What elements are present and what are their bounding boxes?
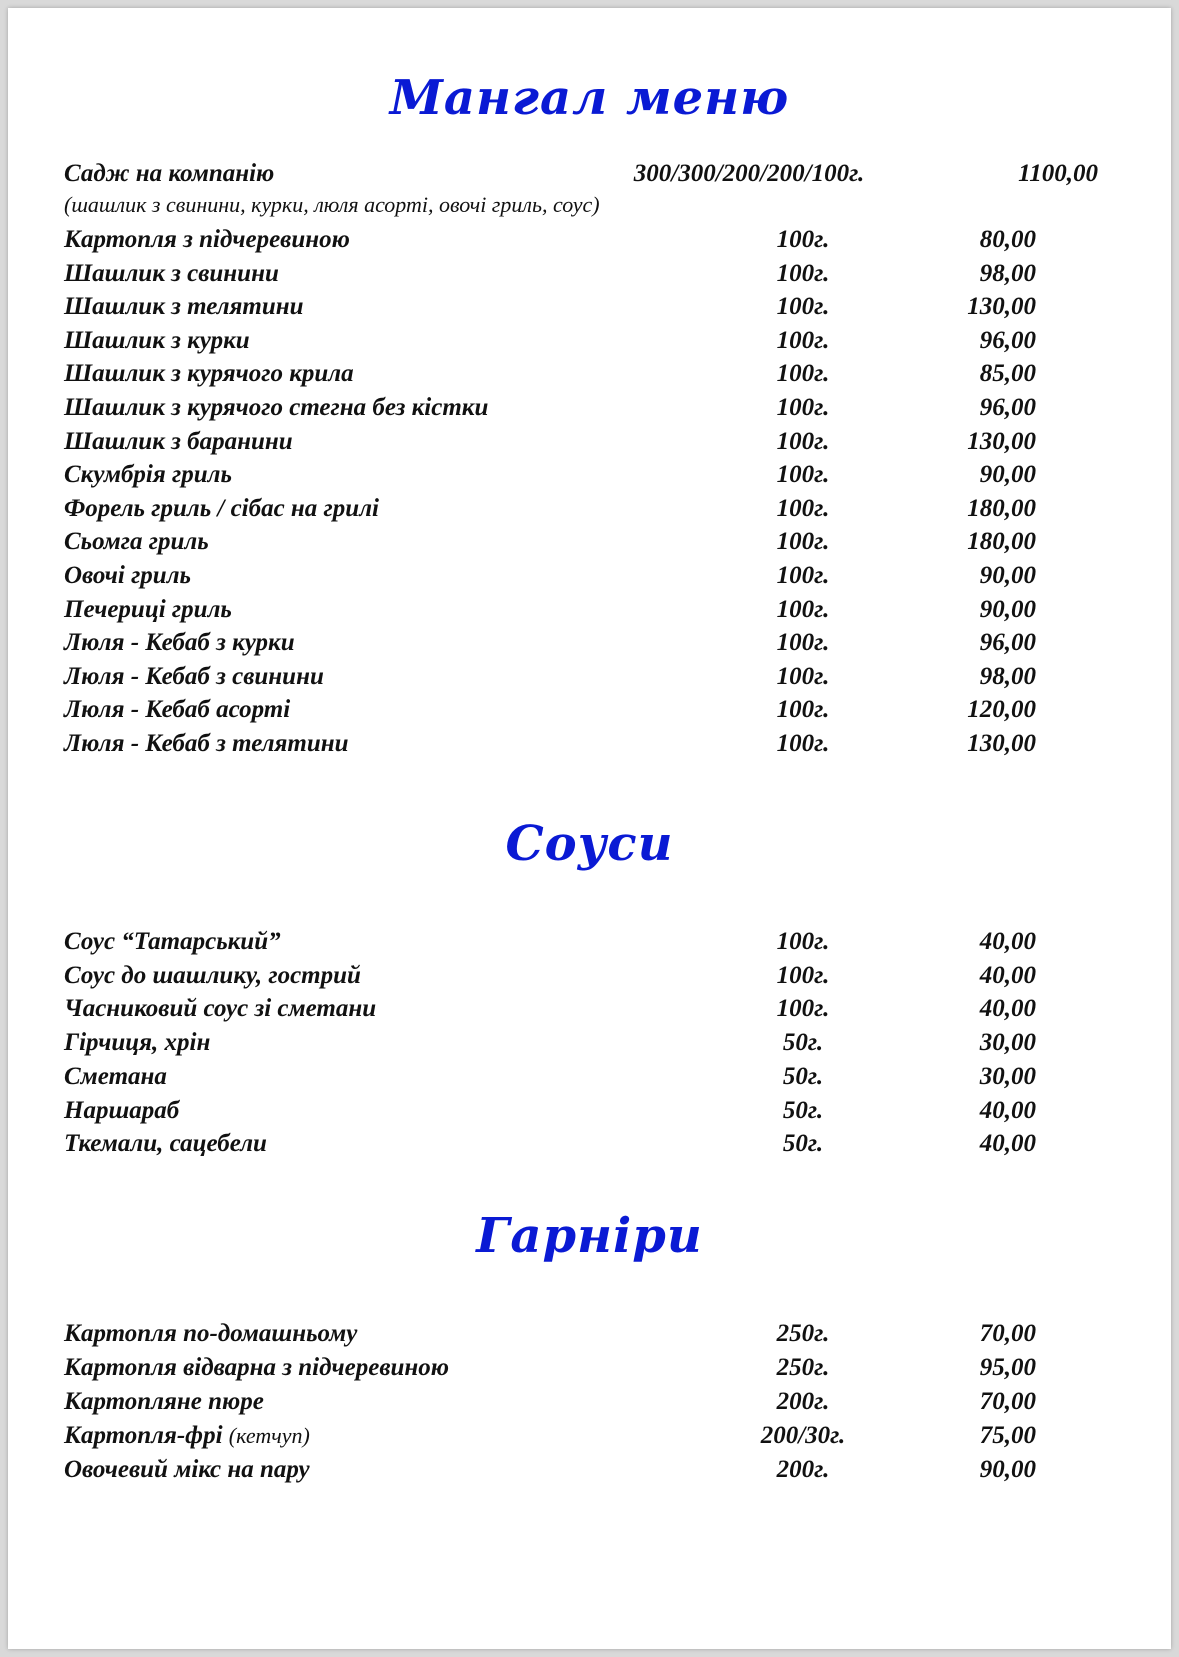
menu-item [8,358,1171,390]
item-price: 95,00 [979,1354,1036,1381]
item-weight: 250г. [776,1354,830,1381]
item-weight: 100г. [776,428,830,455]
menu-item-sadzh [8,158,1171,190]
item-weight: 50г. [782,1097,824,1124]
menu-item [8,1454,1171,1486]
item-name [64,594,232,626]
item-name [64,993,376,1025]
item-price: 70,00 [979,1320,1036,1347]
item-weight: 100г. [776,663,830,690]
menu-item [8,1128,1171,1160]
item-weight: 100г. [776,495,830,522]
item-name-text: Форель гриль / сібас на грилі [64,495,379,522]
menu-item [8,426,1171,458]
item-name [64,1420,310,1452]
item-weight: 100г. [776,528,830,555]
menu-item [8,1386,1171,1418]
item-weight: 200г. [776,1456,830,1483]
item-name-text: Картопля з підчеревиною [64,226,350,253]
item-weight: 100г. [776,327,830,354]
menu-item [8,493,1171,525]
item-name-text: Картопляне пюре [64,1388,264,1415]
item-name-text: Люля - Кебаб асорті [64,696,291,723]
item-price: 180,00 [967,528,1036,555]
item-name [64,728,349,760]
menu-item [8,1061,1171,1093]
item-name [64,325,250,357]
item-price: 98,00 [979,663,1036,690]
item-weight: 100г. [776,995,830,1022]
item-price: 30,00 [979,1029,1036,1056]
item-name [64,1386,264,1418]
item-price: 40,00 [979,1130,1036,1157]
item-weight: 100г. [776,226,830,253]
item-price: 96,00 [979,327,1036,354]
item-weight: 100г. [776,696,830,723]
menu-item [8,291,1171,323]
item-name-text: Соус до шашлику, гострий [64,962,361,989]
item-weight: 100г. [776,928,830,955]
item-name-text: Сметана [64,1063,167,1090]
item-name [64,1128,267,1160]
item-name [64,661,324,693]
item-name-text: Овочевий мікс на пару [64,1456,310,1483]
item-price: 85,00 [979,360,1036,387]
menu-item [8,661,1171,693]
item-weight: 200/30г. [760,1422,846,1449]
menu-item [8,325,1171,357]
item-price: 130,00 [967,293,1036,320]
item-price: 130,00 [967,730,1036,757]
item-price: 90,00 [979,1456,1036,1483]
item-weight: 50г. [782,1029,824,1056]
item-name [64,960,361,992]
item-price: 40,00 [979,1097,1036,1124]
item-name-text: Шашлик з свинини [64,260,279,287]
item-name [64,627,295,659]
menu-item [8,627,1171,659]
item-name [64,1454,310,1486]
item-name [64,560,191,592]
menu-item [8,1095,1171,1127]
menu-item [8,392,1171,424]
menu-item [8,728,1171,760]
item-weight: 100г. [776,461,830,488]
item-price: 40,00 [979,962,1036,989]
item-name [64,224,350,256]
item-weight: 50г. [782,1063,824,1090]
section-title-sauces: Соуси [505,816,674,872]
item-name-text: Скумбрія гриль [64,461,232,488]
item-name [64,1027,210,1059]
menu-item [8,993,1171,1025]
item-name-text: Соус “Татарський” [64,928,281,955]
item-weight: 100г. [776,293,830,320]
item-price: 90,00 [979,461,1036,488]
item-name [64,1318,357,1350]
item-weight: 50г. [782,1130,824,1157]
item-price: 98,00 [979,260,1036,287]
item-name [64,526,209,558]
menu-item [8,258,1171,290]
item-name [64,1061,167,1093]
menu-item [8,1027,1171,1059]
item-price: 180,00 [967,495,1036,522]
section-title-grill: Мангал меню [389,70,790,126]
item-name [64,493,379,525]
item-price: 120,00 [967,696,1036,723]
menu-item [8,459,1171,491]
item-name-text: Шашлик з баранини [64,428,293,455]
item-price: 70,00 [979,1388,1036,1415]
item-price: 40,00 [979,928,1036,955]
item-name-text: Овочі гриль [64,562,191,589]
item-weight: 100г. [776,394,830,421]
item-name-text: Люля - Кебаб з свинини [64,663,324,690]
item-price: 130,00 [967,428,1036,455]
item-weight: 100г. [776,730,830,757]
item-weight: 100г. [776,562,830,589]
menu-item [8,560,1171,592]
item-weight: 100г. [776,260,830,287]
item-price: 1100,00 [1018,160,1098,187]
item-price: 90,00 [979,562,1036,589]
section-title-sides: Гарніри [476,1208,703,1264]
item-weight: 100г. [776,360,830,387]
item-name [64,459,232,491]
item-name [64,291,304,323]
item-name [64,1095,179,1127]
menu-item [8,1352,1171,1384]
item-weight: 200г. [776,1388,830,1415]
item-name [64,1352,449,1384]
item-name: Садж на компанію [64,160,275,187]
item-note: (шашлик з свинини, курки, люля асорті, овочі гриль, соус) [64,192,600,217]
menu-page [8,8,1171,1649]
menu-item [8,594,1171,626]
menu-item [8,960,1171,992]
item-name-text: Люля - Кебаб з курки [64,629,295,656]
item-price: 30,00 [979,1063,1036,1090]
item-note: (кетчуп) [228,1423,310,1448]
item-name-text: Люля - Кебаб з телятини [64,730,349,757]
item-price: 40,00 [979,995,1036,1022]
menu-item [8,526,1171,558]
item-weight: 100г. [776,596,830,623]
item-price: 96,00 [979,394,1036,421]
item-price: 75,00 [979,1422,1036,1449]
item-name-text: Картопля по-домашньому [64,1320,358,1347]
item-name [64,694,290,726]
menu-item [8,1318,1171,1350]
item-name-text: Шашлик з курки [64,327,250,354]
item-price: 80,00 [979,226,1036,253]
menu-item [8,694,1171,726]
item-name-text: Шашлик з телятини [64,293,304,320]
item-name-text: Шашлик з курячого крила [64,360,354,387]
item-name [64,426,293,458]
item-name-text: Часниковий соус зі сметани [64,995,377,1022]
menu-item [8,1420,1171,1452]
item-weight: 250г. [776,1320,830,1347]
item-name [64,258,279,290]
item-weight: 300/300/200/200/100г. [633,160,865,187]
item-name-text: Наршараб [64,1097,180,1124]
menu-item [8,224,1171,256]
item-name-text: Ткемали, сацебели [64,1130,267,1157]
item-name-text: Печериці гриль [64,596,232,623]
item-name [64,358,354,390]
item-name-text: Картопля-фрі [64,1422,223,1449]
item-name [64,926,281,958]
menu-item [8,926,1171,958]
item-price: 96,00 [979,629,1036,656]
item-name [64,392,488,424]
item-weight: 100г. [776,629,830,656]
item-name-text: Сьомга гриль [64,528,209,555]
item-name-text: Гірчиця, хрін [64,1029,211,1056]
item-name-text: Шашлик з курячого стегна без кістки [64,394,489,421]
item-weight: 100г. [776,962,830,989]
item-name-text: Картопля відварна з підчеревиною [64,1354,450,1381]
item-price: 90,00 [979,596,1036,623]
